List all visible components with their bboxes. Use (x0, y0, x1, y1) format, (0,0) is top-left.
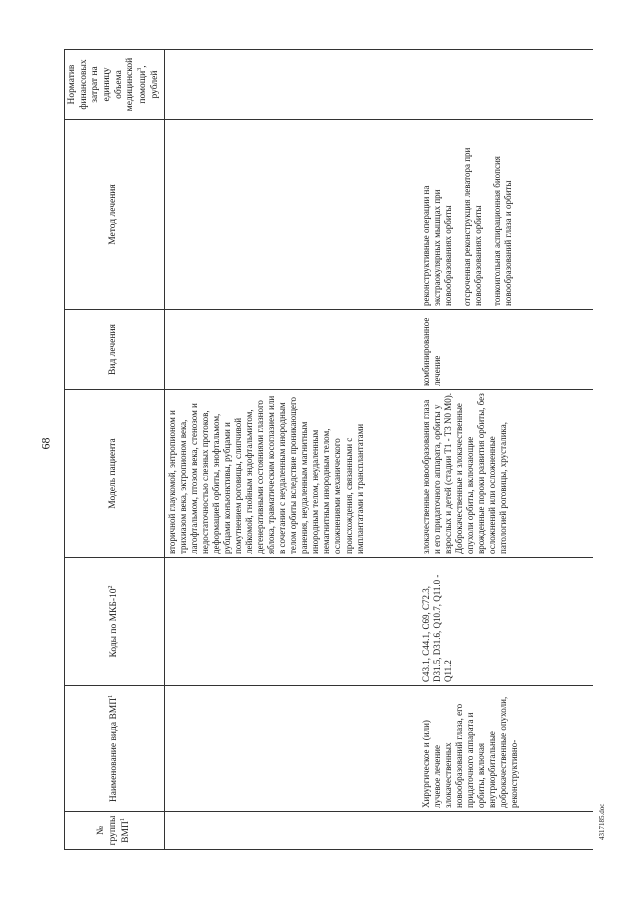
header-group-no: № группы ВМП$^1$ (65, 812, 165, 850)
header-vmp-name: Наименование вида ВМП$^1$ (65, 686, 165, 812)
cell-cost-standard (164, 50, 419, 120)
header-treatment-method: Метод лечения (65, 120, 165, 310)
cell-vmp-name: Хирургическое и (или) лучевое лечение злокачественных новообразований глаза, его придаточного аппарата и орбиты, включая внутриорбитальные доброкачественные опухоли, реконструктивно- (419, 686, 593, 812)
cell-treatment-method (419, 120, 593, 310)
cell-patient-model: злокачественные новообразования глаза и его придаточного аппарата, орбиты у взрослых и детей (стадии T1 - T3 N0 M0). Доброкачественные и злокачественные опухоли орбиты, включающие врожденные пороки развития орбиты, без осложнений или осложненные патологией роговицы, хрусталика, (419, 390, 593, 558)
method-item: реконструктивные операции на экстраокулярных мышцах при новообразованиях орбиты (420, 185, 453, 306)
header-row (65, 50, 165, 850)
cell-group-no (164, 812, 419, 850)
vmp-table (64, 49, 593, 850)
page-number: 68 (38, 437, 53, 450)
header-treatment-type: Вид лечения (65, 310, 165, 390)
header-cost-standard: Норматив финансовых затрат на единицу объема медицинской помощи$^3$, рублей (65, 50, 165, 120)
cell-treatment-method (164, 120, 419, 310)
method-item: тонкоигольная аспирационная биопсия новообразований глаза и орбиты (491, 156, 513, 306)
header-patient-model: Модель пациента (65, 390, 165, 558)
cell-vmp-name (164, 686, 419, 812)
cell-group-no (419, 812, 593, 850)
cell-cost-standard (419, 50, 593, 120)
cell-patient-model: вторичной глаукомой, энтропионом и трихиазом века, эктропионом века, лагофтальмом, птозом века, стенозом и недостаточностью слезных протоков, деформацией орбиты, энофтальмом, рубцами конъюнктивы, рубцами и помутнением роговицы, слипчивой лейкомой, гнойным эндофтальмитом, дегенеративными состояниями глазного яблока, травматическим косоглазием или в сочетании с неудаленным инородным телом орбиты вследствие проникающего ранения, неудаленным магнитным инородным телом, неудаленным немагнитным инородным телом, осложнениями механического происхождения, связанными с имплантатами и трансплантатами (164, 390, 419, 558)
table-row (164, 50, 419, 850)
cell-treatment-type: комбинированное лечение (419, 310, 593, 390)
method-item: отсроченная реконструкция леватора при новообразованиях орбиты (461, 147, 483, 306)
cell-icd-codes: C43.1, C44.1, C69, C72.3, D31.5, D31.6, Q10.7, Q11.0 - Q11.2 (419, 558, 593, 686)
rotated-page (64, 50, 594, 850)
cell-treatment-type (164, 310, 419, 390)
footer-doc-code: 4317185.doc (598, 803, 606, 840)
cell-icd-codes (164, 558, 419, 686)
header-icd-codes: Коды по МКБ-$10^2$ (65, 558, 165, 686)
table-row (419, 50, 593, 850)
